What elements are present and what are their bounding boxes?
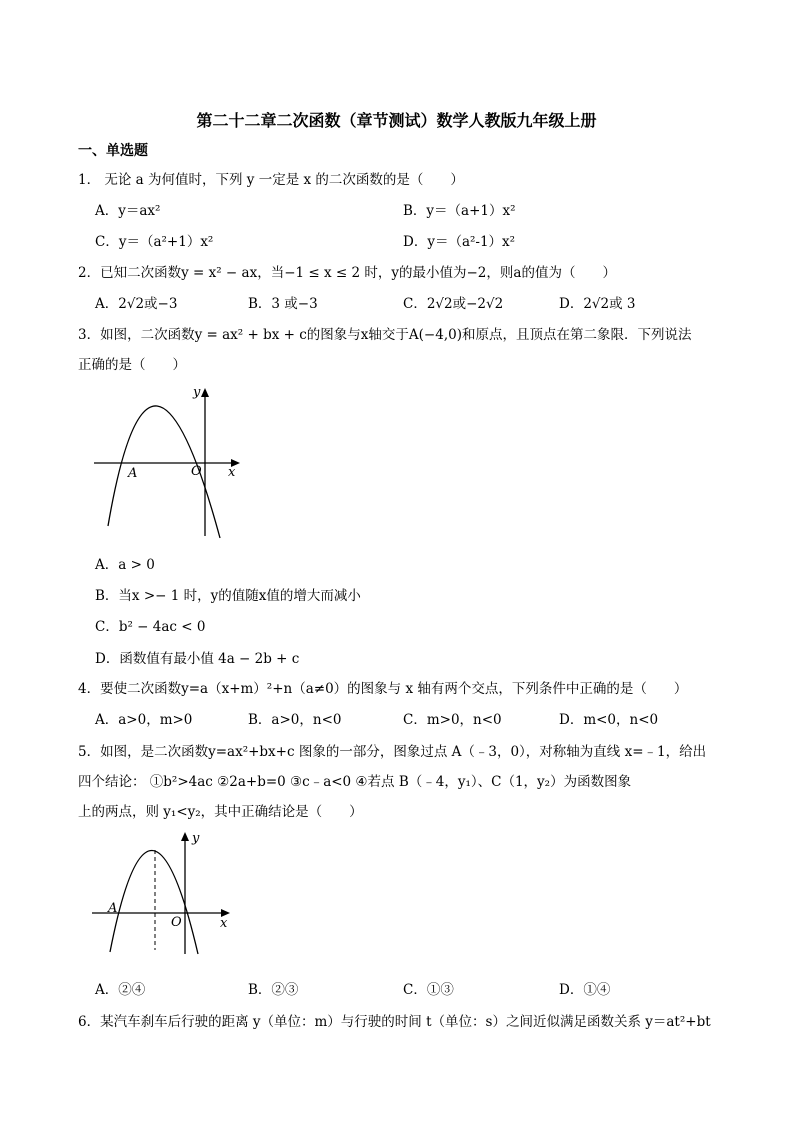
fig-label-y: y (192, 831, 200, 846)
page-title: 第二十二章二次函数（章节测试）数学人教版九年级上册 (196, 111, 597, 130)
y-axis-arrow (201, 388, 209, 397)
question-4-option-c: C．m>0，n<0 (403, 712, 502, 728)
question-1-option-d: D．y＝（a²-1）x² (403, 234, 516, 250)
question-3-stem-line-2: 正确的是（ ） (78, 357, 186, 373)
question-5-stem-line-2: 四个结论： ①b²>4ac ②2a+b=0 ③c﹣a<0 ④若点 B（﹣4，y₁）、C（1，y₂）为函数图象 (78, 774, 632, 790)
question-5-parabola-figure (88, 828, 238, 958)
parabola-curve (108, 406, 220, 538)
question-2-stem: 2．已知二次函数y = x² − ax，当−1 ≤ x ≤ 2 时，y的最小值为−2，则a的值为（ ） (78, 265, 616, 281)
section-heading: 一、单选题 (78, 143, 148, 159)
fig-label-a: A (128, 466, 138, 481)
question-5-option-d: D．①④ (559, 982, 611, 998)
question-4-option-a: A．a>0，m>0 (95, 712, 193, 728)
question-2-option-b: B．3 或−3 (248, 296, 318, 312)
fig-label-a: A (108, 901, 118, 916)
question-5-option-c: C．①③ (403, 982, 454, 998)
question-1-option-b: B．y＝（a+1）x² (403, 203, 516, 219)
question-2-option-d: D．2√2或 3 (559, 296, 636, 312)
question-3-option-b: B．当x >− 1 时，y的值随x值的增大而减小 (95, 588, 361, 604)
question-2-option-a: A．2√2或−3 (95, 296, 178, 312)
question-3-option-a: A．a > 0 (95, 557, 155, 573)
question-4-option-d: D．m<0，n<0 (559, 712, 659, 728)
question-2-option-c: C．2√2或−2√2 (403, 296, 504, 312)
question-1-option-a: A．y＝ax² (95, 203, 161, 219)
question-3-stem-line-1: 3．如图，二次函数y = ax² + bx + c的图象与x轴交于A(−4,0)和原点，且顶点在第二象限．下列说法 (78, 327, 692, 343)
fig-label-y: y (193, 385, 201, 400)
question-1-option-c: C．y＝（a²+1）x² (95, 234, 214, 250)
question-1-stem: 1． 无论 a 为何值时，下列 y 一定是 x 的二次函数的是（ ） (78, 172, 464, 188)
question-5-option-a: A．②④ (95, 982, 146, 998)
question-3-option-c: C．b² − 4ac < 0 (95, 619, 206, 635)
question-3-option-d: D．函数值有最小值 4a − 2b + c (95, 651, 300, 667)
question-4-option-b: B．a>0，n<0 (248, 712, 342, 728)
fig-label-o: O (191, 464, 202, 479)
question-3-parabola-figure (90, 380, 250, 540)
fig-label-x: x (228, 465, 236, 480)
question-5-stem-line-1: 5．如图，是二次函数y=ax²+bx+c 图象的一部分，图象过点 A（﹣3，0），对称轴为直线 x=﹣1，给出 (78, 744, 707, 760)
fig-label-o: O (171, 915, 182, 930)
question-5-option-b: B．②③ (248, 982, 299, 998)
question-6-stem: 6．某汽车刹车后行驶的距离 y（单位：m）与行驶的时间 t（单位：s）之间近似满足函数关系 y＝at²+bt (78, 1014, 711, 1030)
y-axis-arrow (181, 832, 189, 841)
fig-label-x: x (220, 916, 228, 931)
question-4-stem: 4．要使二次函数y=a（x+m）²+n（a≠0）的图象与 x 轴有两个交点，下列条件中正确的是（ ） (78, 681, 688, 697)
question-5-stem-line-3: 上的两点，则 y₁<y₂，其中正确结论是（ ） (78, 804, 363, 820)
